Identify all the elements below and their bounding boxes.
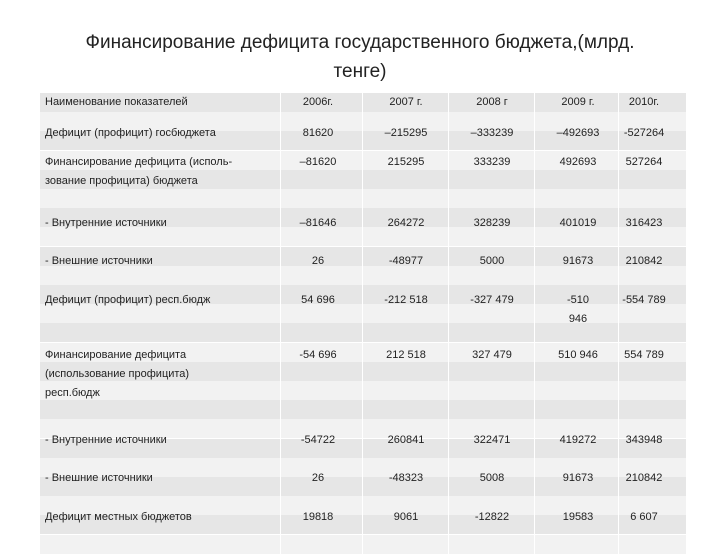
value-line: -327 479 [470, 293, 514, 306]
value-line: -54722 [300, 433, 336, 446]
value-cell [542, 291, 614, 329]
row-label-line: - Внутренние источники [45, 433, 167, 446]
row-label-line: (использование профицита) [45, 368, 190, 381]
value-cell [370, 291, 442, 310]
value-line: –81646 [299, 216, 337, 229]
value-cell [456, 153, 528, 172]
value-line: 328239 [473, 216, 511, 229]
value-line: -527264 [623, 126, 665, 139]
value-cell [370, 469, 442, 488]
row-label-line: Дефицит (профицит) респ.бюдж [45, 293, 211, 306]
value-line: 5008 [479, 472, 505, 485]
value-line: -48977 [388, 255, 424, 268]
value-line: 946 [568, 312, 588, 325]
value-cell [282, 214, 354, 233]
value-cell [282, 508, 354, 527]
value-cell [608, 153, 680, 172]
value-cell [282, 124, 354, 143]
value-line: 316423 [625, 216, 663, 229]
row-label [45, 508, 275, 527]
value-line: 210842 [625, 472, 663, 485]
title-line-1: Финансирование дефицита государственного бюджета,(млрд. [85, 32, 635, 53]
value-cell [608, 431, 680, 450]
value-line: –333239 [470, 126, 514, 139]
value-line: 212 518 [386, 349, 426, 362]
column-divider [534, 93, 535, 554]
row-label [45, 346, 275, 403]
row-label [45, 252, 275, 271]
title-line-2: тенге) [333, 61, 387, 82]
table-band [40, 535, 686, 554]
value-cell [282, 346, 354, 365]
row-label-line: зование профицита) бюджета [45, 174, 198, 187]
value-line: 9061 [393, 510, 419, 523]
value-cell [608, 469, 680, 488]
value-cell [370, 252, 442, 271]
value-line: -510 [566, 293, 590, 306]
value-cell [370, 214, 442, 233]
row-label [45, 124, 275, 143]
value-line: 322471 [473, 433, 511, 446]
value-cell [456, 346, 528, 365]
value-line: 215295 [387, 155, 425, 168]
value-cell [456, 214, 528, 233]
value-line: 26 [311, 255, 325, 268]
value-line: 6 607 [630, 510, 658, 523]
value-line: 81620 [302, 126, 334, 139]
row-label [45, 469, 275, 488]
value-line: 343948 [625, 433, 663, 446]
value-line: 2010г. [628, 96, 660, 108]
value-cell [456, 469, 528, 488]
value-line: 91673 [562, 472, 594, 485]
row-label-line: - Внешние источники [45, 472, 153, 485]
value-cell [542, 431, 614, 450]
row-label-line: Дефицит (профицит) госбюджета [45, 126, 216, 139]
value-cell [542, 508, 614, 527]
value-line: -48323 [388, 472, 424, 485]
value-line: 333239 [473, 155, 511, 168]
value-cell [608, 252, 680, 271]
row-label-line: Финансирование дефицита (исполь- [45, 155, 233, 168]
value-cell [282, 291, 354, 310]
row-label [45, 431, 275, 450]
value-cell [282, 469, 354, 488]
header-year [370, 93, 442, 112]
value-cell [542, 469, 614, 488]
value-line: 210842 [625, 255, 663, 268]
value-cell [370, 124, 442, 143]
row-label-line: Дефицит местных бюджетов [45, 510, 192, 523]
value-cell [542, 153, 614, 172]
row-label [45, 291, 275, 310]
value-line: 2009 г. [561, 96, 595, 108]
value-line: -54 696 [299, 349, 337, 362]
value-line: 527264 [625, 155, 663, 168]
value-cell [542, 124, 614, 143]
row-label-line: - Внешние источники [45, 255, 153, 268]
value-line: 91673 [562, 255, 594, 268]
value-line: –81620 [299, 155, 337, 168]
header-indicator-name [45, 93, 275, 112]
value-cell [282, 153, 354, 172]
row-label-line: респ.бюдж [45, 387, 100, 400]
row-label-line: - Внутренние источники [45, 216, 167, 229]
value-cell [282, 252, 354, 271]
value-cell [456, 431, 528, 450]
value-line: 419272 [559, 433, 597, 446]
value-line: 554 789 [624, 349, 664, 362]
value-cell [542, 214, 614, 233]
header-year [542, 93, 614, 112]
value-line: -212 518 [384, 293, 428, 306]
slide-title [40, 28, 680, 86]
value-line: 492693 [559, 155, 597, 168]
value-cell [370, 431, 442, 450]
column-divider [280, 93, 281, 554]
value-cell [282, 431, 354, 450]
value-cell [542, 252, 614, 271]
row-label-line: Финансирование дефицита [45, 349, 187, 362]
value-line: 26 [311, 472, 325, 485]
value-line: 19818 [302, 510, 334, 523]
row-label [45, 153, 275, 191]
value-cell [456, 291, 528, 310]
column-divider [362, 93, 363, 554]
value-line: -12822 [474, 510, 510, 523]
value-line: 327 479 [472, 349, 512, 362]
value-cell [608, 124, 680, 143]
value-line: 510 946 [558, 349, 598, 362]
value-cell [456, 508, 528, 527]
value-cell [542, 346, 614, 365]
value-cell [456, 252, 528, 271]
value-cell [370, 508, 442, 527]
value-line: –492693 [556, 126, 600, 139]
header-year [282, 93, 354, 112]
value-line: 260841 [387, 433, 425, 446]
row-label [45, 214, 275, 233]
value-line: 54 696 [301, 293, 335, 306]
header-year [456, 93, 528, 112]
value-cell [608, 508, 680, 527]
value-line: 264272 [387, 216, 425, 229]
value-cell [608, 291, 680, 310]
value-line: 2008 г [476, 96, 508, 108]
value-cell [456, 124, 528, 143]
value-cell [370, 346, 442, 365]
value-cell [608, 214, 680, 233]
header-year [608, 93, 680, 112]
value-line: –215295 [384, 126, 428, 139]
value-line: 19583 [562, 510, 594, 523]
value-line: -554 789 [622, 293, 666, 306]
value-cell [608, 346, 680, 365]
table-band [40, 189, 686, 208]
column-divider [448, 93, 449, 554]
value-line: 5000 [479, 255, 505, 268]
value-line: 2006г. [302, 96, 334, 108]
value-cell [370, 153, 442, 172]
row-label-line: Наименование показателей [45, 96, 188, 108]
value-line: 2007 г. [389, 96, 423, 108]
value-line: 401019 [559, 216, 597, 229]
